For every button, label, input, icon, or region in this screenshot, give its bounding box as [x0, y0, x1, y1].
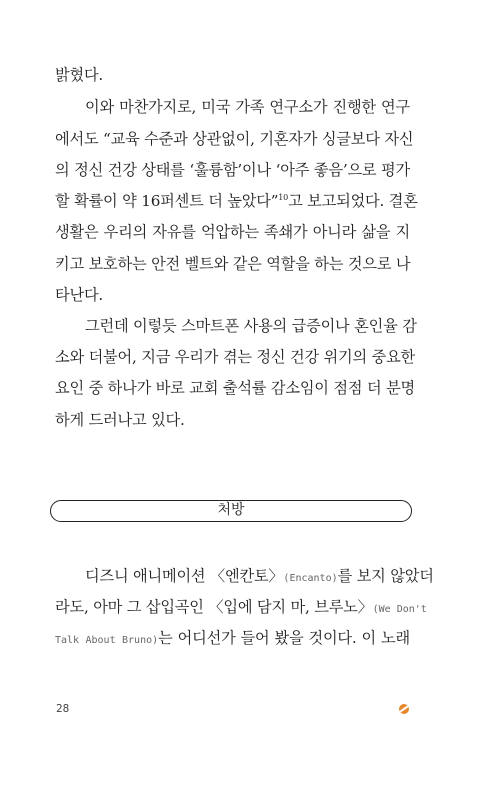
body-line: 생활은 우리의 자유를 억압하는 족쇄가 아니라 삶을 지: [55, 223, 410, 241]
body-line: 타난다.: [55, 286, 104, 304]
body-line: 소와 더불어, 지금 우리가 겪는 정신 건강 위기의 중요한: [55, 348, 416, 366]
body-line: [55, 189, 418, 213]
body-text: 할 확률이 약 16퍼센트 더 높았다”: [55, 192, 279, 210]
latin-title: Talk About Bruno): [55, 635, 159, 646]
latin-title: (We Don't: [372, 604, 427, 615]
body-line: 요인 중 하나가 바로 교회 출석률 감소임이 점점 더 분명: [55, 379, 416, 397]
body-text: 고 보고되었다. 결혼: [288, 192, 418, 210]
body-line: 그런데 이렇듯 스마트폰 사용의 급증이나 혼인율 감: [85, 317, 417, 335]
body-text: 라도, 아마 그 삽입곡인 〈입에 담지 마, 브루노〉: [55, 598, 373, 616]
body-text: 는 어디선가 들어 봤을 것이다. 이 노래: [158, 629, 410, 647]
latin-title: (Encanto): [283, 573, 338, 584]
body-line: 밝혔다.: [55, 66, 104, 84]
body-text: 디즈니 애니메이션 〈엔칸토〉: [85, 567, 284, 585]
body-line: [55, 564, 434, 591]
section-heading: 처방: [217, 502, 245, 518]
body-line: 하게 드러나고 있다.: [55, 411, 185, 429]
body-line: 키고 보호하는 안전 벨트와 같은 역할을 하는 것으로 나: [55, 255, 411, 273]
body-line: [55, 626, 410, 653]
body-line: 의 정신 건강 상태를 ‘훌륭함’이나 ‘아주 좋음’으로 평가: [55, 161, 410, 179]
page-number: 28: [56, 702, 70, 715]
footnote-marker: 10: [278, 192, 289, 202]
body-text: 를 보지 않았더: [337, 567, 434, 585]
body-line: 이와 마찬가지로, 미국 가족 연구소가 진행한 연구: [85, 98, 410, 116]
publisher-logo-icon: [399, 704, 409, 714]
body-line: [55, 595, 427, 622]
section-heading-box: [50, 500, 412, 522]
body-line: 에서도 “교육 수준과 상관없이, 기혼자가 싱글보다 자신: [55, 130, 414, 148]
